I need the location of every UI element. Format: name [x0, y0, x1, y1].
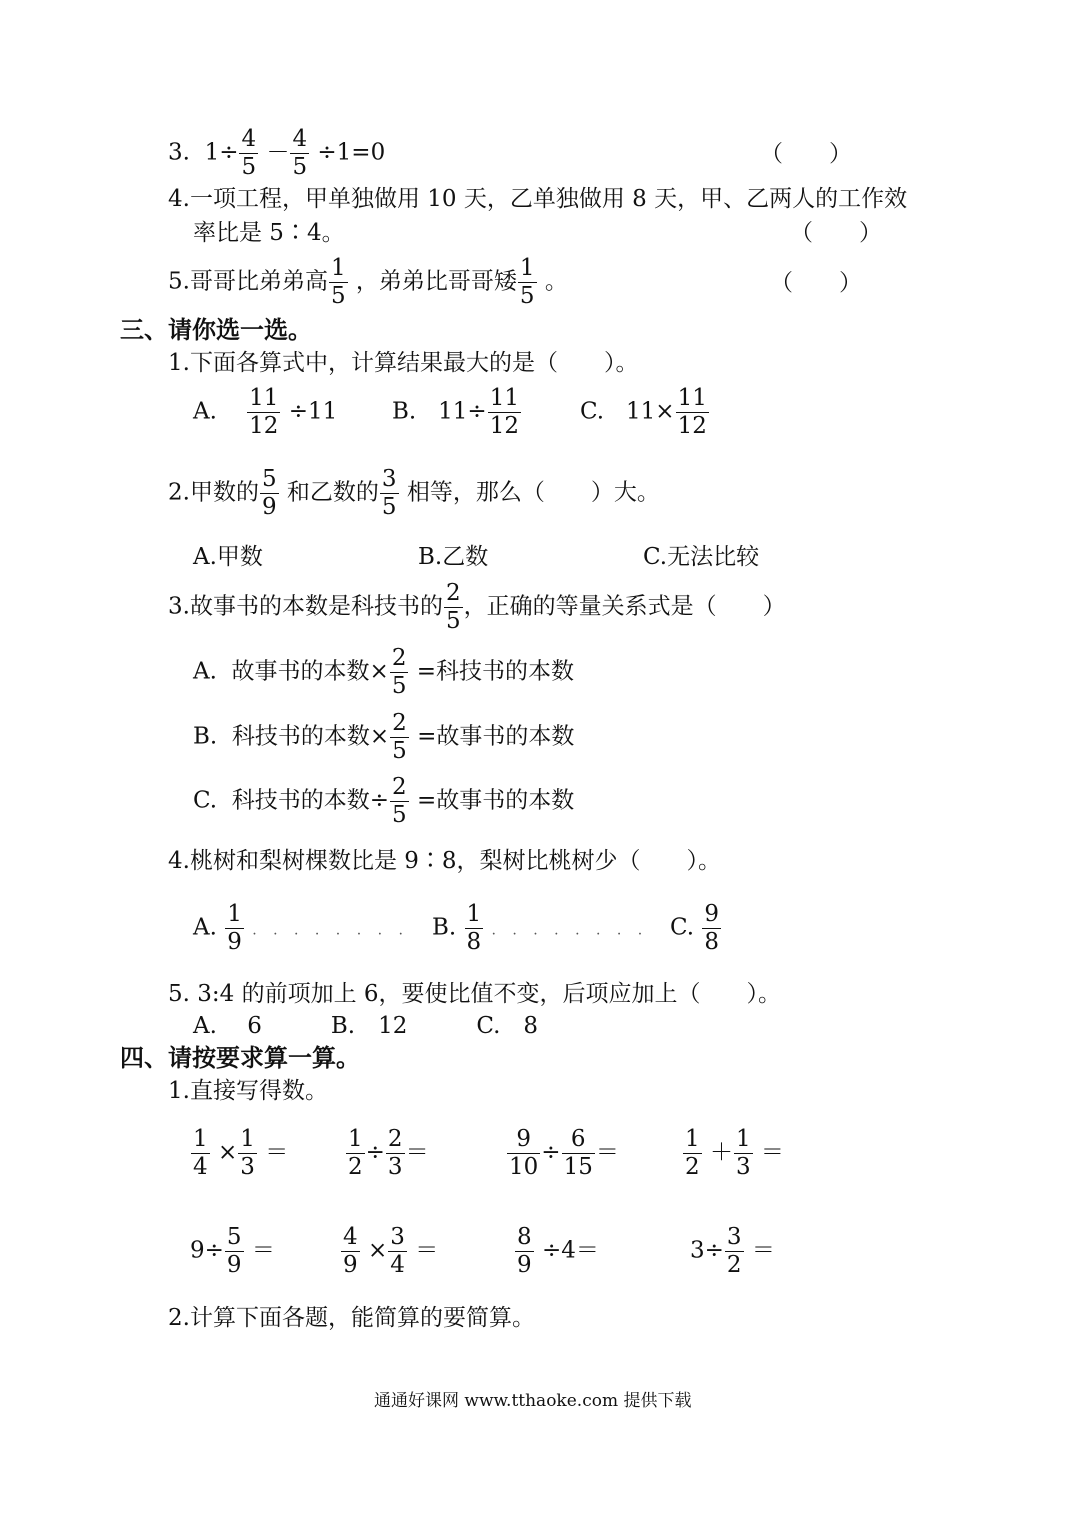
question-stem: 2.计算下面各题，能简算的要简算。: [168, 1305, 535, 1331]
question-stem: 1.下面各算式中，计算结果最大的是（ ）。: [168, 350, 639, 376]
option-a[interactable]: A. 故事书的本数× $\frac{2}{5}$ =科技书的本数: [193, 645, 575, 699]
fraction: $\frac{3}{5}$: [381, 466, 397, 520]
answer-paren[interactable]: （ ）: [770, 270, 862, 296]
question-stem: 3.故事书的本数是科技书的 $\frac{2}{5}$ ，正确的等量关系式是（ ）: [168, 580, 786, 634]
fraction: $\frac{11}{12}$: [489, 385, 519, 439]
fraction: $\frac{1}{5}$: [519, 255, 535, 309]
calc-item: $\frac{4}{9}$ × $\frac{3}{4}$ ＝: [343, 1224, 439, 1278]
option-c[interactable]: C.无法比较: [643, 544, 760, 570]
fraction: $\frac{2}{5}$: [392, 710, 407, 764]
judge-q5: 5.哥哥比弟弟高 $\frac{1}{5}$ ，弟弟比哥哥矮 $\frac{1}{5}$ 。: [168, 255, 568, 309]
option-b[interactable]: B. $\frac{1}{8}$ . . . . . . . .: [432, 901, 649, 955]
fraction: $\frac{2}{5}$: [445, 580, 461, 634]
answer-paren[interactable]: （ ）: [760, 141, 852, 167]
option-b[interactable]: B.乙数: [418, 544, 489, 570]
option-c[interactable]: C. 11× $\frac{11}{12}$: [580, 385, 707, 439]
fraction: $\frac{4}{5}$: [241, 126, 257, 180]
fraction: $\frac{4}{5}$: [292, 126, 308, 180]
calc-item: 3÷ $\frac{3}{2}$ ＝: [690, 1224, 775, 1278]
fraction: $\frac{2}{5}$: [391, 645, 407, 699]
section-title: 四、请按要求算一算。: [120, 1044, 360, 1072]
calc-item: $\frac{1}{4}$ × $\frac{1}{3}$ ＝: [193, 1126, 289, 1180]
option-b[interactable]: B. 11÷ $\frac{11}{12}$: [392, 385, 519, 439]
leader-dots: . . . . . . . .: [252, 922, 409, 939]
calc-item: $\frac{9}{10}$ ÷ $\frac{6}{15}$ ＝: [509, 1126, 619, 1180]
question-stem: 4.桃树和梨树棵数比是 9∶8，梨树比桃树少（ ）。: [168, 848, 722, 874]
leader-dots: . . . . . . . .: [491, 922, 649, 939]
question-stem: 5. 3:4 的前项加上 6，要使比值不变，后项应加上（ ）。: [168, 981, 782, 1007]
section-title: 三、请你选一选。: [120, 316, 312, 344]
fraction: $\frac{5}{9}$: [261, 466, 277, 520]
option-b[interactable]: B. 科技书的本数× $\frac{2}{5}$ =故事书的本数: [193, 710, 575, 764]
footer: 通通好课网 www.tthaoke.com 提供下载: [374, 1391, 692, 1411]
calc-item: $\frac{8}{9}$ ÷4＝: [517, 1224, 599, 1278]
fraction: $\frac{1}{8}$: [466, 901, 482, 955]
judge-q3: 3. 1÷ $\frac{4}{5}$ － $\frac{4}{5}$ ÷1=0: [168, 126, 386, 180]
judge-q4-line1: 4.一项工程，甲单独做用 10 天，乙单独做用 8 天，甲、乙两人的工作效: [168, 186, 908, 212]
fraction: $\frac{2}{5}$: [392, 774, 407, 828]
calc-item: 9÷ $\frac{5}{9}$ ＝: [190, 1224, 275, 1278]
judge-q4-line2: 率比是 5∶4。: [193, 220, 345, 246]
fraction: $\frac{1}{9}$: [227, 901, 242, 955]
question-stem: 1.直接写得数。: [168, 1078, 328, 1104]
option-c[interactable]: C. $\frac{9}{8}$: [670, 901, 720, 955]
options-row[interactable]: A. 6 B. 12 C. 8: [193, 1013, 539, 1039]
fraction: $\frac{1}{5}$: [330, 255, 346, 309]
option-a[interactable]: A. $\frac{1}{9}$ . . . . . . . .: [193, 901, 409, 955]
calc-item: $\frac{1}{2}$ ÷ $\frac{2}{3}$ ＝: [348, 1126, 429, 1180]
fraction: $\frac{11}{12}$: [249, 385, 279, 439]
fraction: $\frac{11}{12}$: [677, 385, 707, 439]
calc-item: $\frac{1}{2}$ ＋ $\frac{1}{3}$ ＝: [685, 1126, 784, 1180]
question-stem: 2.甲数的 $\frac{5}{9}$ 和乙数的 $\frac{3}{5}$ 相等，那么（ ）大。: [168, 466, 660, 520]
option-c[interactable]: C. 科技书的本数÷ $\frac{2}{5}$ =故事书的本数: [193, 774, 575, 828]
option-a[interactable]: A. $\frac{11}{12}$ ÷11: [193, 385, 338, 439]
option-a[interactable]: A.甲数: [193, 544, 263, 570]
answer-paren[interactable]: （ ）: [790, 220, 882, 246]
fraction: $\frac{9}{8}$: [704, 901, 720, 955]
